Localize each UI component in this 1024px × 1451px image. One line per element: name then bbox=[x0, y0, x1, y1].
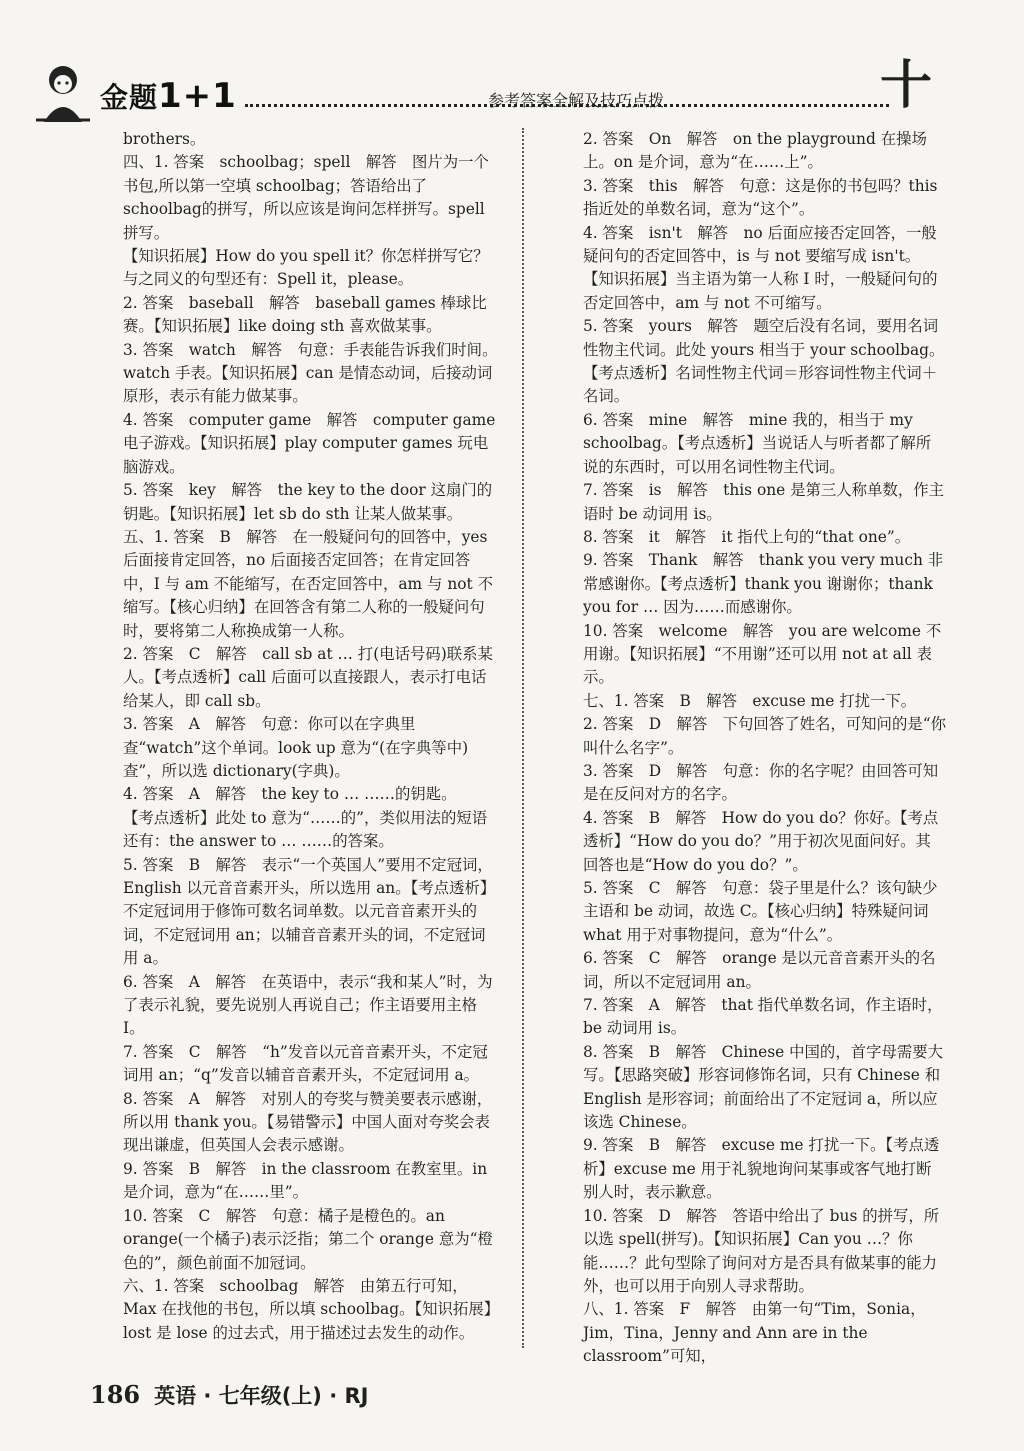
answer-item: 10. 答案 D 解答 答语中给出了 bus 的拼写，所以选 spell(拼写)。【知识拓展】Can you …？你能……？此句型除了询问对方是否具有做某事的能力外，也可以用于向别人寻求帮助。 bbox=[583, 1206, 940, 1295]
left-column bbox=[88, 128, 500, 1345]
answer-item: 4. 答案 A 解答 the key to … ……的钥匙。 bbox=[123, 785, 457, 804]
answer-item: 六、1. 答案 schoolbag 解答 由第五行可知，Max 在找他的书包，所以填 schoolbag。【知识拓展】lost 是 lose 的过去式，用于描述过去发生的动作。 bbox=[123, 1276, 500, 1342]
answer-item: 四、1. 答案 schoolbag；spell 解答 图片为一个书包,所以第一空填 schoolbag；答语给出了 schoolbag的拼写，所以应该是询问怎样拼写。spell 拼写。 bbox=[123, 153, 489, 242]
answer-item: 5. 答案 yours 解答 题空后没有名词，要用名词性物主代词。此处 yours 相当于 your schoolbag。 bbox=[583, 317, 945, 359]
brand-title bbox=[100, 76, 237, 116]
answer-line: brothers。 bbox=[123, 130, 206, 148]
answer-item: 8. 答案 B 解答 Chinese 中国的，首字母需要大写。【思路突破】形容词修饰名词，只有 Chinese 和 English 是形容词；前面给出了不定冠词 a，所以应该选 Chinese。 bbox=[583, 1042, 944, 1132]
answer-item: 7. 答案 is 解答 this one 是第三人称单数，作主语时 be 动词用 is。 bbox=[583, 481, 945, 523]
answer-item: 7. 答案 A 解答 that 指代单数名词，作主语时，be 动词用 is。 bbox=[583, 996, 943, 1038]
answer-item: 10. 答案 C 解答 句意：橘子是橙色的。an orange(一个橘子)表示泛指；第二个 orange 意为“橙色的”，颜色前面不加冠词。 bbox=[123, 1206, 493, 1272]
page-header bbox=[0, 0, 1024, 130]
answer-item: 3. 答案 A 解答 句意：你可以在字典里查“watch”这个单词。look up 意为“(在字典等中)查”，所以选 dictionary(字典)。 bbox=[123, 715, 469, 780]
answer-item: 5. 答案 B 解答 表示“一个英国人”要用不定冠词，English 以元音音素开头，所以选用 an。【考点透析】不定冠词用于修饰可数名词单数。以元音音素开头的词，不定冠词用 an；以辅音音素开头的词，不定冠词用 a。 bbox=[123, 855, 496, 968]
answer-item: 9. 答案 Thank 解答 thank you very much 非常感谢你。【考点透析】thank you 谢谢你；thank you for … 因为……而感谢你。 bbox=[583, 551, 944, 617]
column-divider bbox=[522, 128, 524, 1348]
mascot-icon bbox=[34, 62, 92, 124]
answer-item: 2. 答案 baseball 解答 baseball games 棒球比赛。【知识拓展】like doing sth 喜欢做某事。 bbox=[123, 293, 487, 336]
answer-item: 3. 答案 this 解答 句意：这是你的书包吗？this 指近处的单数名词，意为“这个”。 bbox=[583, 176, 938, 219]
answer-item: 9. 答案 B 解答 excuse me 打扰一下。【考点透析】excuse me 用于礼貌地询问某事或客气地打断别人时，表示歉意。 bbox=[583, 1136, 940, 1202]
header-glyph: 十 bbox=[880, 55, 933, 116]
answer-item: 8. 答案 it 解答 it 指代上句的“that one”。 bbox=[583, 527, 911, 546]
answer-item: 3. 答案 D 解答 句意：你的名字呢？由回答可知是在反问对方的名字。 bbox=[583, 761, 939, 804]
answer-item: 6. 答案 C 解答 orange 是以元音音素开头的名词，所以不定冠词用 an。 bbox=[583, 949, 936, 991]
brand-text: 金题 bbox=[100, 81, 159, 114]
page-number: 186 bbox=[90, 1380, 141, 1409]
answer-item: 4. 答案 computer game 解答 computer game 电子游戏。【知识拓展】play computer games 玩电脑游戏。 bbox=[123, 410, 496, 476]
answer-item: 6. 答案 mine 解答 mine 我的，相当于 my schoolbag。【考点透析】当说话人与听者都了解所说的东西时，可以用名词性物主代词。 bbox=[583, 410, 932, 476]
answer-note: 【知识拓展】当主语为第一人称 I 时，一般疑问句的否定回答中，am 与 not 不可缩写。 bbox=[583, 270, 938, 312]
answer-item: 8. 答案 A 解答 对别人的夸奖与赞美要表示感谢，所以用 thank you。【易错警示】中国人面对夸奖会表现出谦虚，但英国人会表示感谢。 bbox=[123, 1089, 493, 1155]
answer-item: 2. 答案 C 解答 call sb at … 打(电话号码)联系某人。【考点透析】call 后面可以直接跟人，表示打电话给某人，即 call sb。 bbox=[123, 644, 493, 710]
book-label: 英语 · 七年级(上) · RJ bbox=[154, 1384, 369, 1408]
page-footer bbox=[90, 1380, 369, 1410]
answer-item: 6. 答案 A 解答 在英语中，表示“我和某人”时，为了表示礼貌，要先说别人再说自己；作主语要用主格 I。 bbox=[123, 972, 493, 1038]
answer-item: 七、1. 答案 B 解答 excuse me 打扰一下。 bbox=[583, 691, 917, 710]
right-column bbox=[548, 128, 946, 1369]
answer-note: 【考点透析】此处 to 意为“……的”，类似用法的短语还有：the answer to … ……的答案。 bbox=[123, 808, 488, 851]
answer-note: 【知识拓展】How do you spell it？你怎样拼写它？与之同义的句型还有：Spell it，please。 bbox=[123, 247, 489, 289]
answer-item: 5. 答案 C 解答 句意：袋子里是什么？该句缺少主语和 be 动词，故选 C。【核心归纳】特殊疑问词 what 用于对事物提问，意为“什么”。 bbox=[583, 879, 938, 944]
answer-item: 4. 答案 B 解答 How do you do？你好。【考点透析】“How do you do？”用于初次见面问好。其回答也是“How do you do？”。 bbox=[583, 808, 939, 874]
header-subtitle: 参考答案全解及技巧点拨 bbox=[488, 91, 665, 110]
answer-item: 10. 答案 welcome 解答 you are welcome 不用谢。【知识拓展】“不用谢”还可以用 not at all 表示。 bbox=[583, 621, 942, 687]
answer-item: 7. 答案 C 解答 “h”发音以元音音素开头，不定冠词用 an；“q”发音以辅音音素开头，不定冠词用 a。 bbox=[123, 1042, 488, 1085]
answer-item: 2. 答案 D 解答 下句回答了姓名，可知问的是“你叫什么名字”。 bbox=[583, 715, 946, 757]
answer-item: 9. 答案 B 解答 in the classroom 在教室里。in 是介词，意为“在……里”。 bbox=[123, 1159, 488, 1202]
answer-item: 3. 答案 watch 解答 句意：手表能告诉我们时间。watch 手表。【知识拓展】can 是情态动词，后接动词原形，表示有能力做某事。 bbox=[123, 340, 498, 406]
answer-item: 4. 答案 isn't 解答 no 后面应接否定回答，一般疑问句的否定回答中，is 与 not 要缩写成 isn't。 bbox=[583, 223, 937, 266]
answer-item: 八、1. 答案 F 解答 由第一句“Tim，Sonia，Jim，Tina，Jenny and Ann are in the classroom”可知， bbox=[583, 1300, 926, 1366]
brand-number: 1+1 bbox=[158, 76, 237, 116]
answer-item: 五、1. 答案 B 解答 在一般疑问句的回答中，yes 后面接肯定回答，no 后面接否定回答；在肯定回答中，I 与 am 不能缩写，在否定回答中，am 与 not 不缩写。【核心归纳】在回答含有第二人称的一般疑问句时，要将第二人称换成第一人称。 bbox=[123, 527, 493, 640]
answer-note: 【考点透析】名词性物主代词＝形容词性物主代词＋名词。 bbox=[583, 364, 937, 406]
answer-item: 2. 答案 On 解答 on the playground 在操场上。on 是介词，意为“在……上”。 bbox=[583, 130, 927, 172]
answer-item: 5. 答案 key 解答 the key to the door 这扇门的钥匙。【知识拓展】let sb do sth 让某人做某事。 bbox=[123, 481, 493, 523]
